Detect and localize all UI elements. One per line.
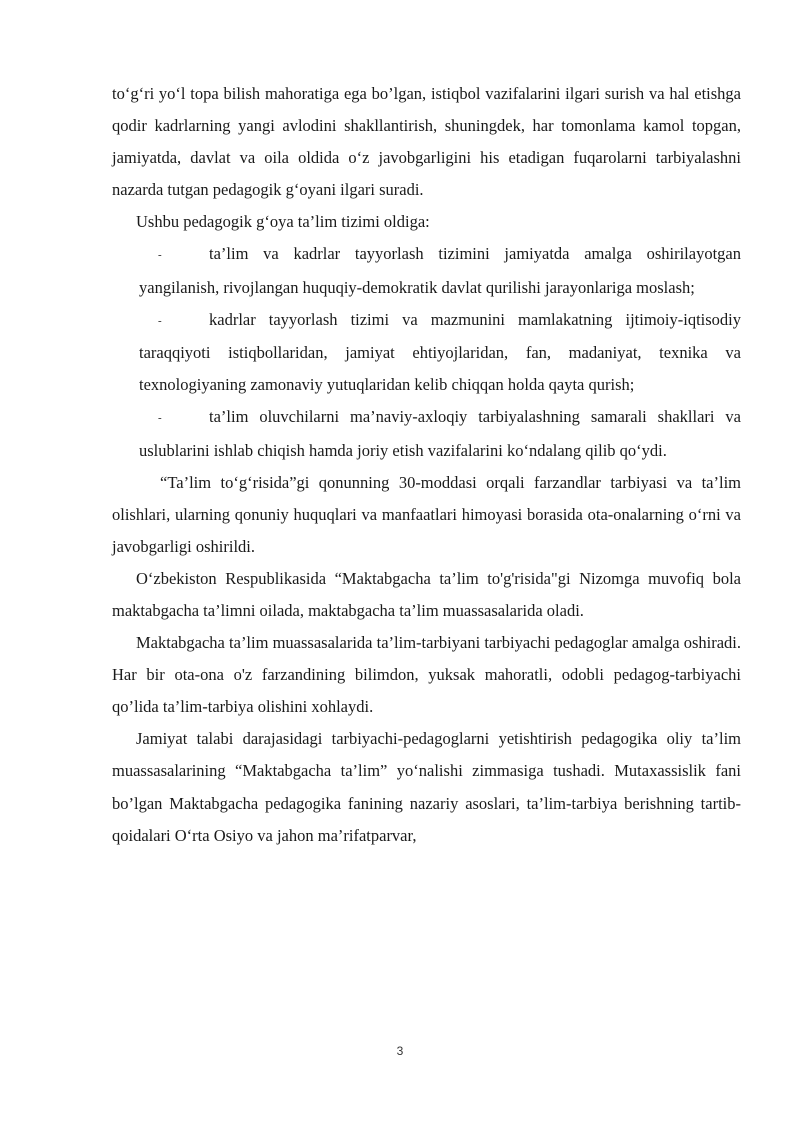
bullet-dash	[139, 401, 209, 434]
bullet-symbol: -	[158, 315, 162, 327]
paragraph-regulation: O‘zbekiston Respublikasida “Maktabgacha ta’lim to'g'risida"gi Nizomga muvofiq bola maktabgacha ta’limni oilada, maktabgacha ta’lim muassasalarida oladi.	[112, 568, 741, 621]
bullet-dash	[139, 238, 209, 271]
list-item-text: ta’lim oluvchilarni ma’naviy-axloqiy tarbiyalashning samarali shakllari va uslublarini ishlab chiqish hamda joriy etish vazifalarini ko‘ndalang qilib qo‘ydi.	[139, 407, 741, 460]
paragraph-intro-list: Ushbu pedagogik g‘oya ta’lim tizimi oldiga:	[136, 212, 430, 232]
paragraph-continuation: to‘g‘ri yo‘l topa bilish mahoratiga ega bo’lgan, istiqbol vazifalarini ilgari surish va hal etishga qodir kadrlarning yangi avlodini shakllantirish, shuningdek, har tomonlama kamol topgan, jamiyatda, davlat va oila oldida o‘z javobgarligini his etadigan fuqarolarni tarbiyalashni nazarda tutgan pedagogik g‘oyani ilgari suradi.	[112, 84, 741, 200]
body-text	[112, 78, 741, 852]
bullet-symbol: -	[158, 412, 162, 425]
paragraph-law: “Ta’lim to‘g‘risida”gi qonunning 30-moddasi orqali farzandlar tarbiyasi va ta’lim olishlari, ularning qonuniy huquqlari va manfaatlari himoyasi borasida ota-onalarning o‘rni va javobgarligi oshirildi.	[112, 472, 741, 556]
page-number: 3	[396, 1044, 404, 1058]
paragraph-training: Jamiyat talabi darajasidagi tarbiyachi-pedagoglarni yetishtirish pedagogika oliy ta’lim muassasalarining “Maktabgacha ta’lim” yo‘nalishi zimmasiga tushadi. Mutaxassislik fani bo’lgan Maktabgacha pedagogika fanining nazariy asoslari, ta’lim-tarbiya berishning tartib-qoidalari O‘rta Osiyo va jahon ma’rifatparvar,	[112, 729, 741, 845]
bullet-symbol: -	[158, 249, 162, 262]
list-item	[112, 238, 741, 303]
list-item	[112, 304, 741, 401]
list-item-text: kadrlar tayyorlash tizimi va mazmunini mamlakatning ijtimoiy-iqtisodiy taraqqiyoti istiqbollaridan, jamiyat ehtiyojlaridan, fan, madaniyat, texnika va texnologiyaning zamonaviy yutuqlaridan kelib chiqqan holda qayta qurish;	[139, 309, 741, 395]
paragraph-educators: Maktabgacha ta’lim muassasalarida ta’lim-tarbiyani tarbiyachi pedagoglar amalga oshiradi. Har bir ota-ona o'z farzandining bilimdon, yuksak mahoratli, odobli pedagog-tarbiyachi qo’lida ta’lim-tarbiya olishini xohlaydi.	[112, 633, 741, 717]
list-item-text: ta’lim va kadrlar tayyorlash tizimini jamiyatda amalga oshirilayotgan yangilanish, rivojlangan huquqiy-demokratik davlat qurilishi jarayonlariga moslash;	[139, 244, 741, 297]
list-item	[112, 401, 741, 466]
bullet-dash	[139, 304, 209, 337]
